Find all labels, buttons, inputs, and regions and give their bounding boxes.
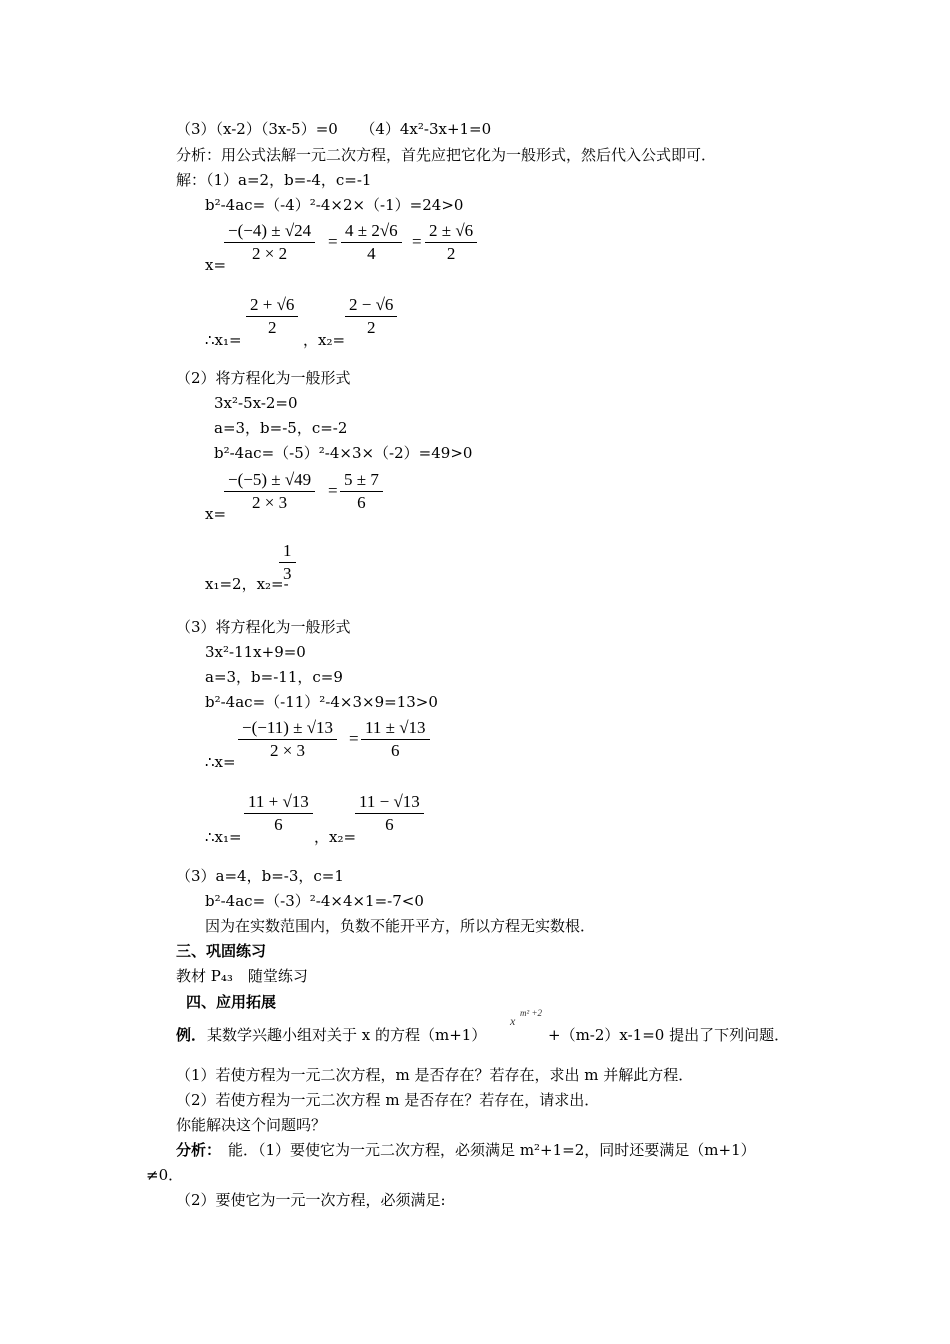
general-form-3: 3x²-11x+9=0 (205, 643, 306, 661)
equals-sign: = (412, 232, 422, 251)
example-exponent: m² +2 (520, 1008, 543, 1018)
analysis-label: 分析： (176, 1141, 222, 1159)
line-equations-3-4: （3）（x-2）（3x-5）=0 （4）4x²-3x+1=0 (176, 120, 492, 138)
solution-1-coefficients: 解：（1）a=2，b=-4，c=-1 (176, 171, 372, 189)
fraction-x1-3: $\frac{11 + √13}{6}$ (244, 791, 313, 836)
fraction-5: $\frac{5 \pm 7}{6}$ (340, 469, 383, 514)
fraction-one-third: $\frac{1}{3}$ (279, 540, 296, 585)
equals-sign: = (349, 729, 359, 748)
roots-3-x2: ，x₂= (314, 828, 357, 846)
fraction-x2: $\frac{2 - √6}{2}$ (345, 294, 397, 339)
discriminant-1: b²-4ac=（-4）²-4×2×（-1）=24>0 (205, 196, 464, 214)
x-equals-3: ∴x= (205, 753, 236, 771)
section-heading-extension: 四、应用拓展 (186, 993, 277, 1011)
coefficients-2: a=3，b=-5，c=-2 (214, 419, 348, 437)
roots-1-x2: ，x₂= (303, 331, 346, 349)
fraction-6: $\frac{-(-11) \pm √13}{2 \times 3}$ (238, 717, 337, 762)
x-equals-1: x= (205, 256, 227, 274)
solution-2-heading: （2）将方程化为一般形式 (176, 369, 351, 387)
equals-sign: = (328, 232, 338, 251)
fraction-x1: $\frac{2 + √6}{2}$ (246, 294, 298, 339)
fraction-7: $\frac{11 \pm √13}{6}$ (361, 717, 430, 762)
fraction-3: $\frac{2 \pm √6}{2}$ (425, 220, 477, 265)
solution-3-heading: （3）将方程化为一般形式 (176, 618, 351, 636)
fraction-2: $\frac{4 \pm 2√6}{4}$ (341, 220, 402, 265)
fraction-4: $\frac{-(-5) \pm √49}{2 \times 3}$ (224, 469, 315, 514)
question-2: （2）若使方程为一元二次方程 m 是否存在？若存在，请求出． (176, 1091, 600, 1109)
coefficients-3: a=3，b=-11，c=9 (205, 668, 343, 686)
discriminant-4: b²-4ac=（-3）²-4×4×1=-7<0 (205, 892, 424, 910)
analysis-line: 分析：用公式法解一元二次方程，首先应把它化为一般形式，然后代入公式即可． (176, 146, 717, 164)
discriminant-3: b²-4ac=（-11）²-4×3×9=13>0 (205, 693, 438, 711)
example-x-symbol: x (510, 1014, 516, 1028)
discriminant-2: b²-4ac=（-5）²-4×3×（-2）=49>0 (214, 444, 473, 462)
question-1: （1）若使方程为一元二次方程，m 是否存在？若存在，求出 m 并解此方程． (176, 1066, 694, 1084)
fraction-x2-3: $\frac{11 - √13}{6}$ (355, 791, 424, 836)
roots-2: x₁=2，x₂=- (205, 575, 289, 593)
section-heading-practice: 三、巩固练习 (176, 942, 267, 960)
general-form-2: 3x²-5x-2=0 (214, 394, 298, 412)
x-equals-2: x= (205, 505, 227, 523)
example-label: 例． (176, 1026, 207, 1044)
analysis-part-1: 能．（1）要使它为一元二次方程，必须满足 m²+1=2，同时还要满足（m+1） (228, 1141, 756, 1159)
example-text-start: 某数学兴趣小组对关于 x 的方程（m+1） (207, 1026, 487, 1044)
analysis-part-2: （2）要使它为一元一次方程，必须满足: (176, 1191, 446, 1209)
example-text-end: +（m-2）x-1=0 提出了下列问题． (548, 1026, 790, 1044)
roots-1-x1: ∴x₁= (205, 331, 242, 349)
analysis-part-1-cont: ≠0． (146, 1166, 184, 1184)
equals-sign: = (328, 481, 338, 500)
question-3: 你能解决这个问题吗？ (176, 1116, 327, 1134)
no-real-roots-note: 因为在实数范围内，负数不能开平方，所以方程无实数根． (205, 917, 596, 935)
textbook-reference: 教材 P₄₃ 随堂练习 (176, 967, 308, 985)
fraction-1: $\frac{-(-4) \pm √24}{2 \times 2}$ (224, 220, 315, 265)
solution-4-coefficients: （3）a=4，b=-3，c=1 (176, 867, 344, 885)
roots-3-x1: ∴x₁= (205, 828, 242, 846)
